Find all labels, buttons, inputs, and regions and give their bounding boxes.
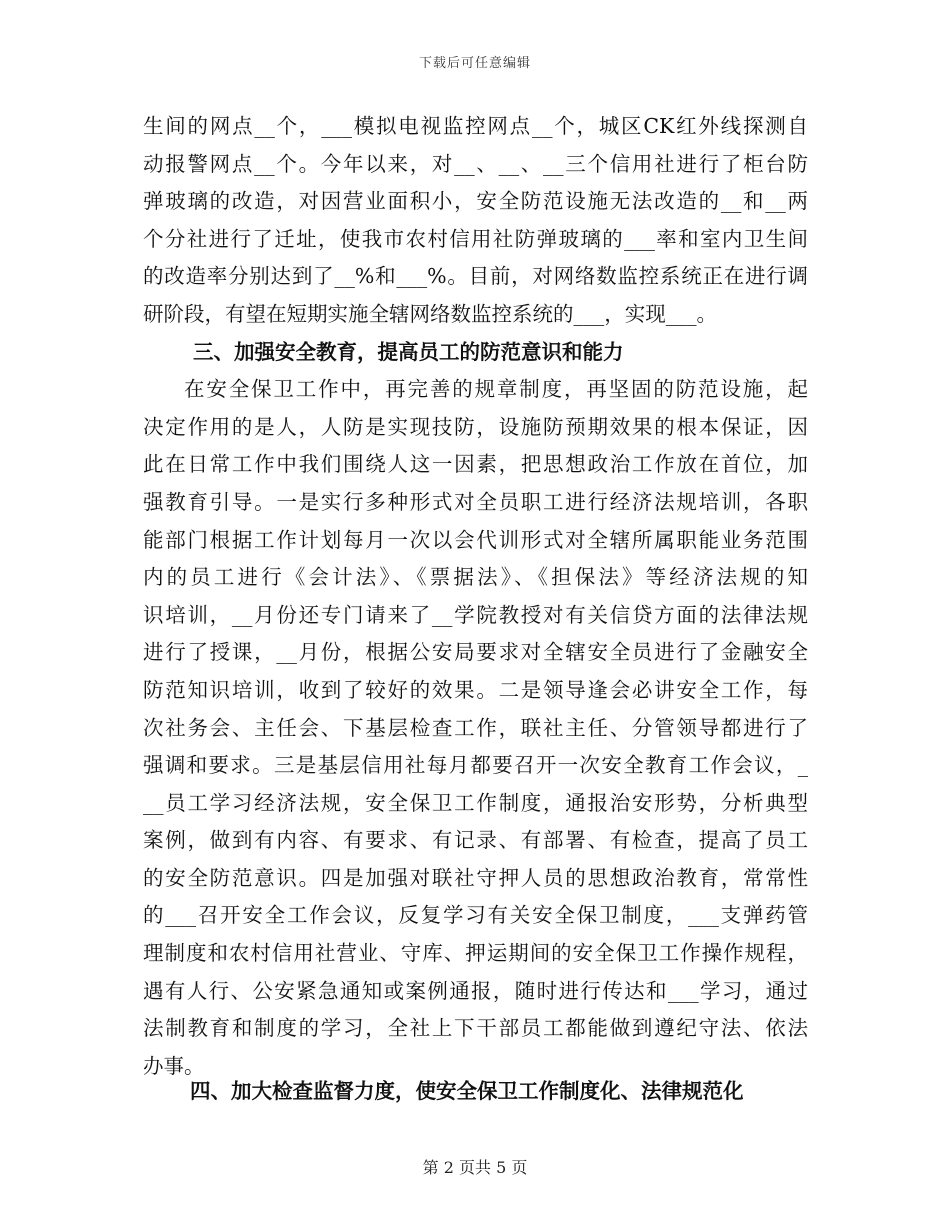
- text-line: 法制教育和制度的学习，全社上下干部员工都能做到遵纪守法、依法: [143, 1016, 808, 1041]
- text-line: 的改造率分别达到了__%和___%。目前，对网络数监控系统正在进行调: [143, 264, 808, 289]
- text-line: 能部门根据工作计划每月一次以会代训形式对全辖所属职能业务范围: [143, 527, 808, 552]
- text-line: __员工学习经济法规，安全保卫工作制度，通报治安形势，分析典型: [143, 790, 808, 815]
- text-line: 防范知识培训，收到了较好的效果。二是领导逢会必讲安全工作，每: [143, 677, 808, 702]
- text-line: 生间的网点__个，___模拟电视监控网点__个，城区CK红外线探测自: [143, 114, 808, 138]
- text-line: 识培训，__月份还专门请来了__学院教授对有关信贷方面的法律法规: [143, 602, 808, 627]
- section-heading: 三、加强安全教育，提高员工的防范意识和能力: [193, 339, 624, 364]
- page-footer: 第 2 页共 5 页: [422, 1158, 528, 1177]
- text-line: 遇有人行、公安紧急通知或案例通报，随时进行传达和___学习，通过: [143, 978, 808, 1003]
- text-line: 在安全保卫工作中，再完善的规章制度，再坚固的防范设施，起: [184, 377, 808, 402]
- text-line: 弹玻璃的改造，对因营业面积小，安全防范设施无法改造的__和__两: [143, 189, 808, 214]
- heading-text: 四、加大检查监督力度，使安全保卫工作制度化、法律规范化: [190, 1079, 744, 1103]
- text-line: 此在日常工作中我们围绕人这一因素，把思想政治工作放在首位，加: [143, 452, 808, 477]
- text-line: 进行了授课，__月份，根据公安局要求对全辖安全员进行了金融安全: [143, 640, 808, 665]
- section-heading-4: [190, 1073, 790, 1111]
- text-line: 动报警网点__个。今年以来，对__、__、__三个信用社进行了柜台防: [143, 151, 808, 176]
- text-line: 研阶段，有望在短期实施全辖网络数监控系统的___，实现___。: [143, 301, 717, 326]
- text-line: 案例，做到有内容、有要求、有记录、有部署、有检查，提高了员工: [143, 828, 808, 853]
- text-line: 理制度和农村信用社营业、守库、押运期间的安全保卫工作操作规程，: [143, 941, 808, 966]
- page-header: 下载后可任意编辑: [418, 56, 531, 71]
- text-line: 的___召开安全工作会议，反复学习有关安全保卫制度，___支弹药管: [143, 903, 808, 928]
- text-line: 决定作用的是人，人防是实现技防，设施防预期效果的根本保证，因: [143, 414, 808, 439]
- body-text: [143, 108, 808, 1085]
- text-line: 内的员工进行《会计法》、《票据法》、《担保法》等经济法规的知: [143, 565, 808, 590]
- text-line: 办事。: [143, 1053, 205, 1078]
- text-line: 的安全防范意识。四是加强对联社守押人员的思想政治教育，常常性: [143, 865, 808, 890]
- text-line: 次社务会、主任会、下基层检查工作，联社主任、分管领导都进行了: [143, 715, 808, 740]
- text-line: 强教育引导。一是实行多种形式对全员职工进行经济法规培训，各职: [143, 489, 808, 514]
- text-line: 强调和要求。三是基层信用社每月都要召开一次安全教育工作会议，_: [143, 753, 808, 778]
- text-line: 个分社进行了迁址，使我市农村信用社防弹玻璃的___率和室内卫生间: [143, 226, 808, 251]
